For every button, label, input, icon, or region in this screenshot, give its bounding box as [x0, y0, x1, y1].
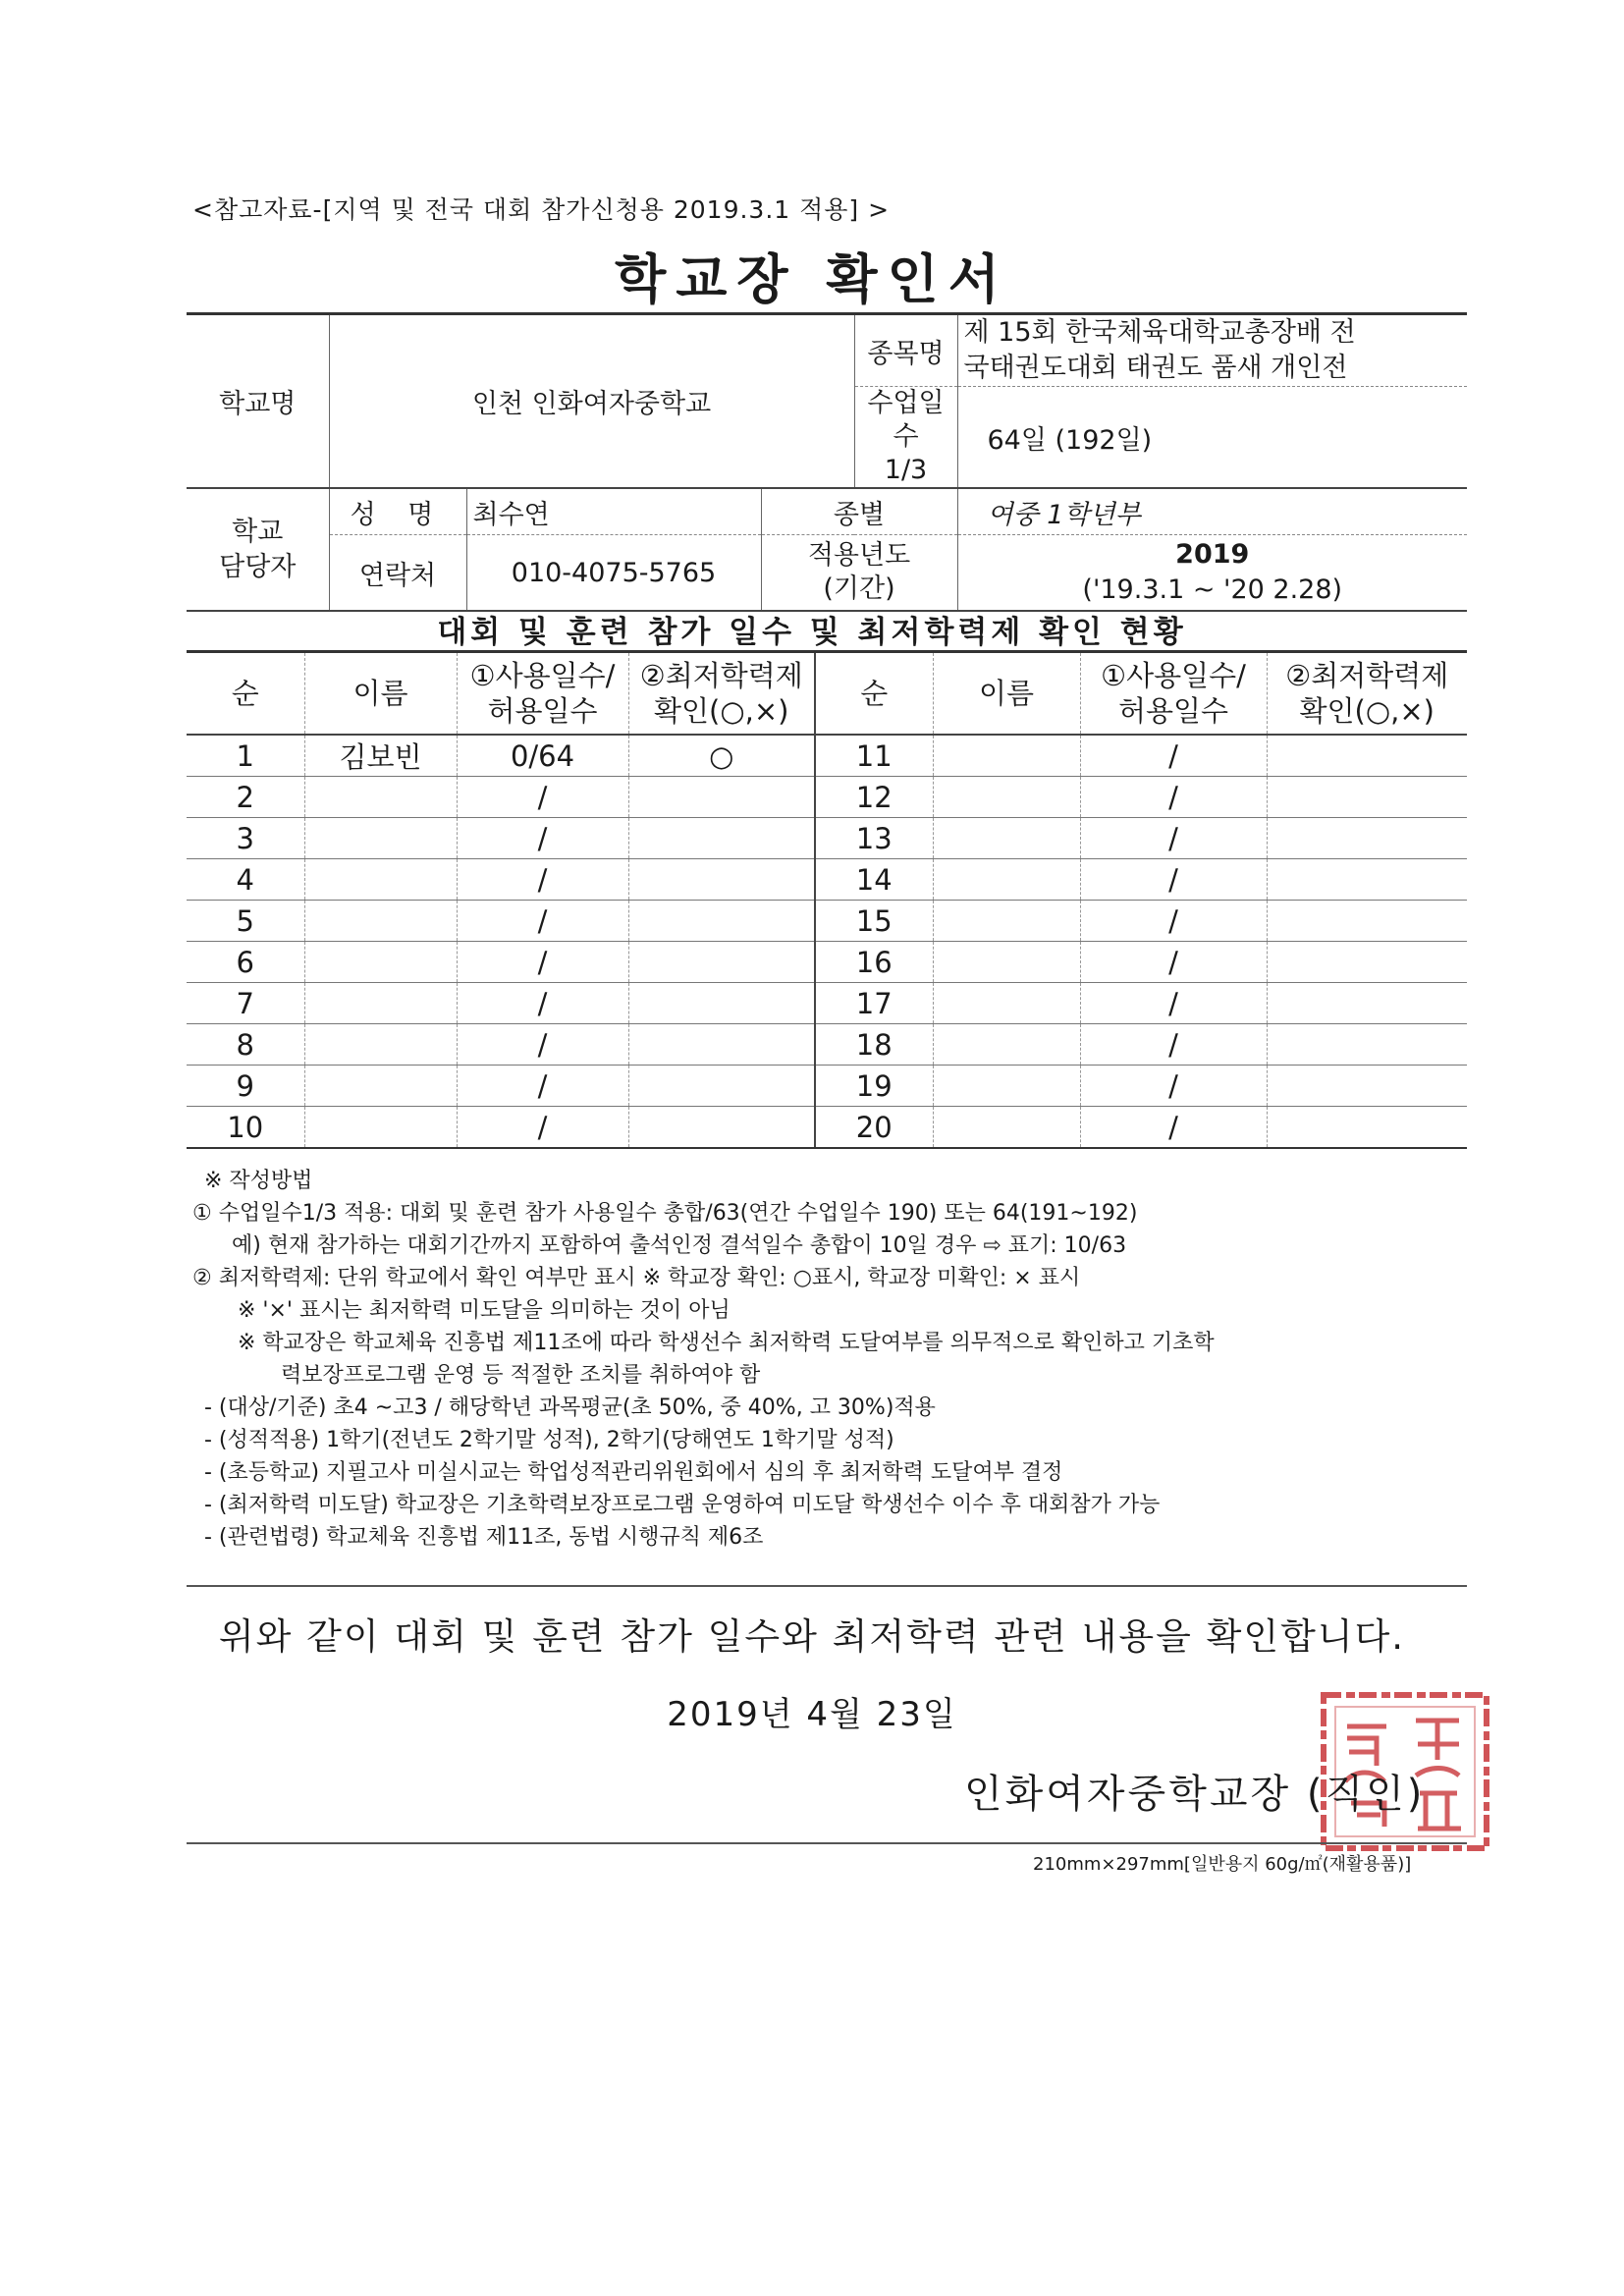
- note-line: - (최저학력 미도달) 학교장은 기초학력보장프로그램 운영하여 미도달 학생선수 이수 후 대회참가 가능: [204, 1493, 1161, 1517]
- row-no: 6: [187, 942, 304, 983]
- manager-name-value: 최수연: [466, 488, 761, 535]
- row-days: /: [1080, 777, 1267, 818]
- note-line: - (초등학교) 지필고사 미실시교는 학업성적관리위원회에서 심의 후 최저학력 도달여부 결정: [204, 1460, 1063, 1485]
- row-check: [1267, 777, 1467, 818]
- row-no: 11: [815, 735, 933, 777]
- header-check-right-2: 확인(○,×): [1299, 694, 1435, 728]
- issue-date: 2019년 4월 23일: [667, 1695, 957, 1734]
- table-row: [187, 1024, 1467, 1066]
- note-line: ① 수업일수1/3 적용: 대회 및 훈련 참가 사용일수 총합/63(연간 수업일수 190) 또는 64(191~192): [192, 1201, 1138, 1226]
- row-days: /: [1080, 818, 1267, 859]
- row-days: /: [1080, 942, 1267, 983]
- table-row: [187, 942, 1467, 983]
- row-no: 18: [815, 1024, 933, 1066]
- divider: [187, 1842, 1467, 1844]
- row-name: [304, 1066, 457, 1107]
- header-no-right: 순: [815, 652, 933, 736]
- table-row: [187, 1066, 1467, 1107]
- row-days: /: [1080, 1066, 1267, 1107]
- row-no: 8: [187, 1024, 304, 1066]
- row-no: 7: [187, 983, 304, 1024]
- row-days: 0/64: [457, 735, 628, 777]
- header-check-right-1: ②최저학력제: [1285, 659, 1449, 692]
- confirmation-statement: 위와 같이 대회 및 훈련 참가 일수와 최저학력 관련 내용을 확인합니다.: [218, 1615, 1406, 1658]
- row-no: 2: [187, 777, 304, 818]
- row-name: [933, 735, 1080, 777]
- row-check: [1267, 1107, 1467, 1149]
- row-check: [628, 1107, 815, 1149]
- header-name-left: 이름: [304, 652, 457, 736]
- row-check: [1267, 901, 1467, 942]
- manager-label-line2: 담당자: [219, 551, 297, 582]
- year-label-line1: 적용년도: [807, 540, 911, 571]
- school-name-value: 인천 인화여자중학교: [329, 314, 854, 489]
- row-check: [1267, 1024, 1467, 1066]
- row-days: /: [1080, 859, 1267, 901]
- writing-instructions: [192, 1165, 1489, 1554]
- row-no: 13: [815, 818, 933, 859]
- row-check: [1267, 1066, 1467, 1107]
- row-check: [628, 818, 815, 859]
- table-row: [187, 735, 1467, 777]
- year-label-line2: (기간): [823, 574, 895, 604]
- table-row: [187, 1107, 1467, 1149]
- row-days: /: [457, 777, 628, 818]
- note-line: - (대상/기준) 초4 ~고3 / 해당학년 과목평균(초 50%, 중 40%, 고 30%)적용: [204, 1395, 936, 1420]
- row-name: [304, 942, 457, 983]
- row-check: [1267, 983, 1467, 1024]
- row-no: 1: [187, 735, 304, 777]
- participation-title: 대회 및 훈련 참가 일수 및 최저학력제 확인 현황: [437, 615, 1187, 650]
- note-line: ② 최저학력제: 단위 학교에서 확인 여부만 표시 ※ 학교장 확인: ○표시, 학교장 미확인: × 표시: [192, 1266, 1081, 1290]
- table-row: [187, 777, 1467, 818]
- row-days: /: [1080, 1024, 1267, 1066]
- row-days: /: [1080, 983, 1267, 1024]
- row-name: [304, 1107, 457, 1149]
- header-check-left-2: 확인(○,×): [654, 694, 789, 728]
- row-no: 9: [187, 1066, 304, 1107]
- row-days: /: [1080, 901, 1267, 942]
- participation-table: [187, 650, 1467, 1149]
- header-days-left-2: 허용일수: [487, 694, 598, 728]
- event-value-line1: 제 15회 한국체육대학교총장배 전: [963, 317, 1356, 348]
- row-check: ○: [628, 735, 815, 777]
- note-line: - (성적적용) 1학기(전년도 2학기말 성적), 2학기(당해연도 1학기말 성적): [204, 1428, 894, 1452]
- year-value: 2019: [1175, 539, 1250, 570]
- header-days-right-2: 허용일수: [1117, 694, 1229, 728]
- note-line: ※ 학교장은 학교체육 진흥법 제11조에 따라 학생선수 최저학력 도달여부를 의무적으로 확인하고 기초학: [238, 1331, 1215, 1355]
- header-check-left-1: ②최저학력제: [639, 659, 803, 692]
- row-name: [933, 1107, 1080, 1149]
- row-name: [933, 983, 1080, 1024]
- row-name: [933, 777, 1080, 818]
- row-days: /: [457, 1066, 628, 1107]
- manager-label-line1: 학교: [232, 516, 284, 547]
- row-days: /: [457, 1107, 628, 1149]
- reference-note: <참고자료-[지역 및 전국 대회 참가신청용 2019.3.1 적용] >: [192, 195, 891, 224]
- row-check: [628, 983, 815, 1024]
- row-check: [628, 1066, 815, 1107]
- row-days: /: [457, 983, 628, 1024]
- header-name-right: 이름: [933, 652, 1080, 736]
- row-no: 3: [187, 818, 304, 859]
- notes-heading: ※ 작성방법: [204, 1169, 313, 1193]
- contact-label: 연락처: [329, 535, 466, 612]
- info-table: [187, 312, 1467, 612]
- row-check: [628, 942, 815, 983]
- row-name: [304, 1024, 457, 1066]
- note-line: ※ '×' 표시는 최저학력 미도달을 의미하는 것이 아님: [238, 1298, 731, 1323]
- row-no: 12: [815, 777, 933, 818]
- table-row: [187, 859, 1467, 901]
- row-check: [1267, 859, 1467, 901]
- row-name: [304, 818, 457, 859]
- row-name: [933, 1024, 1080, 1066]
- row-name: [304, 859, 457, 901]
- row-name: [304, 901, 457, 942]
- row-days: /: [457, 942, 628, 983]
- row-check: [628, 1024, 815, 1066]
- row-name: 김보빈: [304, 735, 457, 777]
- header-no-left: 순: [187, 652, 304, 736]
- event-label: 종목명: [854, 314, 957, 387]
- row-check: [1267, 818, 1467, 859]
- row-no: 4: [187, 859, 304, 901]
- row-days: /: [457, 1024, 628, 1066]
- table-header-row: [187, 652, 1467, 736]
- note-line: 예) 현재 참가하는 대회기간까지 포함하여 출석인정 결석일수 총합이 10일 경우 ⇨ 표기: 10/63: [232, 1233, 1127, 1258]
- row-no: 19: [815, 1066, 933, 1107]
- row-name: [304, 777, 457, 818]
- manager-name-label: 성 명: [329, 488, 466, 535]
- row-check: [628, 901, 815, 942]
- table-row: [187, 901, 1467, 942]
- row-no: 10: [187, 1107, 304, 1149]
- row-days: /: [1080, 735, 1267, 777]
- contact-value: 010-4075-5765: [466, 535, 761, 612]
- row-name: [933, 901, 1080, 942]
- row-days: /: [457, 818, 628, 859]
- row-check: [1267, 735, 1467, 777]
- divider: [187, 1585, 1467, 1587]
- note-line: - (관련법령) 학교체육 진흥법 제11조, 동법 시행규칙 제6조: [204, 1525, 764, 1550]
- row-no: 15: [815, 901, 933, 942]
- year-period: ('19.3.1 ~ '20 2.28): [1082, 574, 1343, 605]
- paper-spec: 210mm×297mm[일반용지 60g/㎡(재활용품)]: [1033, 1854, 1412, 1875]
- row-no: 20: [815, 1107, 933, 1149]
- row-name: [304, 983, 457, 1024]
- row-no: 16: [815, 942, 933, 983]
- category-label: 종별: [761, 488, 957, 535]
- row-name: [933, 859, 1080, 901]
- row-name: [933, 942, 1080, 983]
- category-value: 여중 1학년부: [957, 488, 1467, 535]
- event-value-line2: 국태권도대회 태권도 품새 개인전: [963, 353, 1348, 383]
- school-name-label: 학교명: [187, 314, 329, 489]
- row-check: [628, 859, 815, 901]
- row-days: /: [457, 901, 628, 942]
- table-row: [187, 818, 1467, 859]
- document-title: 학교장 확인서: [615, 248, 1009, 310]
- note-line: 력보장프로그램 운영 등 적절한 조치를 취하여야 함: [281, 1363, 761, 1388]
- row-no: 14: [815, 859, 933, 901]
- header-days-left-1: ①사용일수/: [469, 659, 616, 692]
- row-days: /: [457, 859, 628, 901]
- row-check: [628, 777, 815, 818]
- class-days-value: 64일 (192일): [987, 424, 1153, 456]
- header-days-right-1: ①사용일수/: [1101, 659, 1246, 692]
- row-name: [933, 818, 1080, 859]
- class-days-label-line1: 수업일수: [867, 388, 945, 452]
- row-name: [933, 1066, 1080, 1107]
- table-row: [187, 983, 1467, 1024]
- principal-signature: 인화여자중학교장 (직인): [964, 1772, 1426, 1817]
- row-days: /: [1080, 1107, 1267, 1149]
- row-no: 17: [815, 983, 933, 1024]
- row-no: 5: [187, 901, 304, 942]
- row-check: [1267, 942, 1467, 983]
- class-days-label-line2: 1/3: [884, 455, 928, 485]
